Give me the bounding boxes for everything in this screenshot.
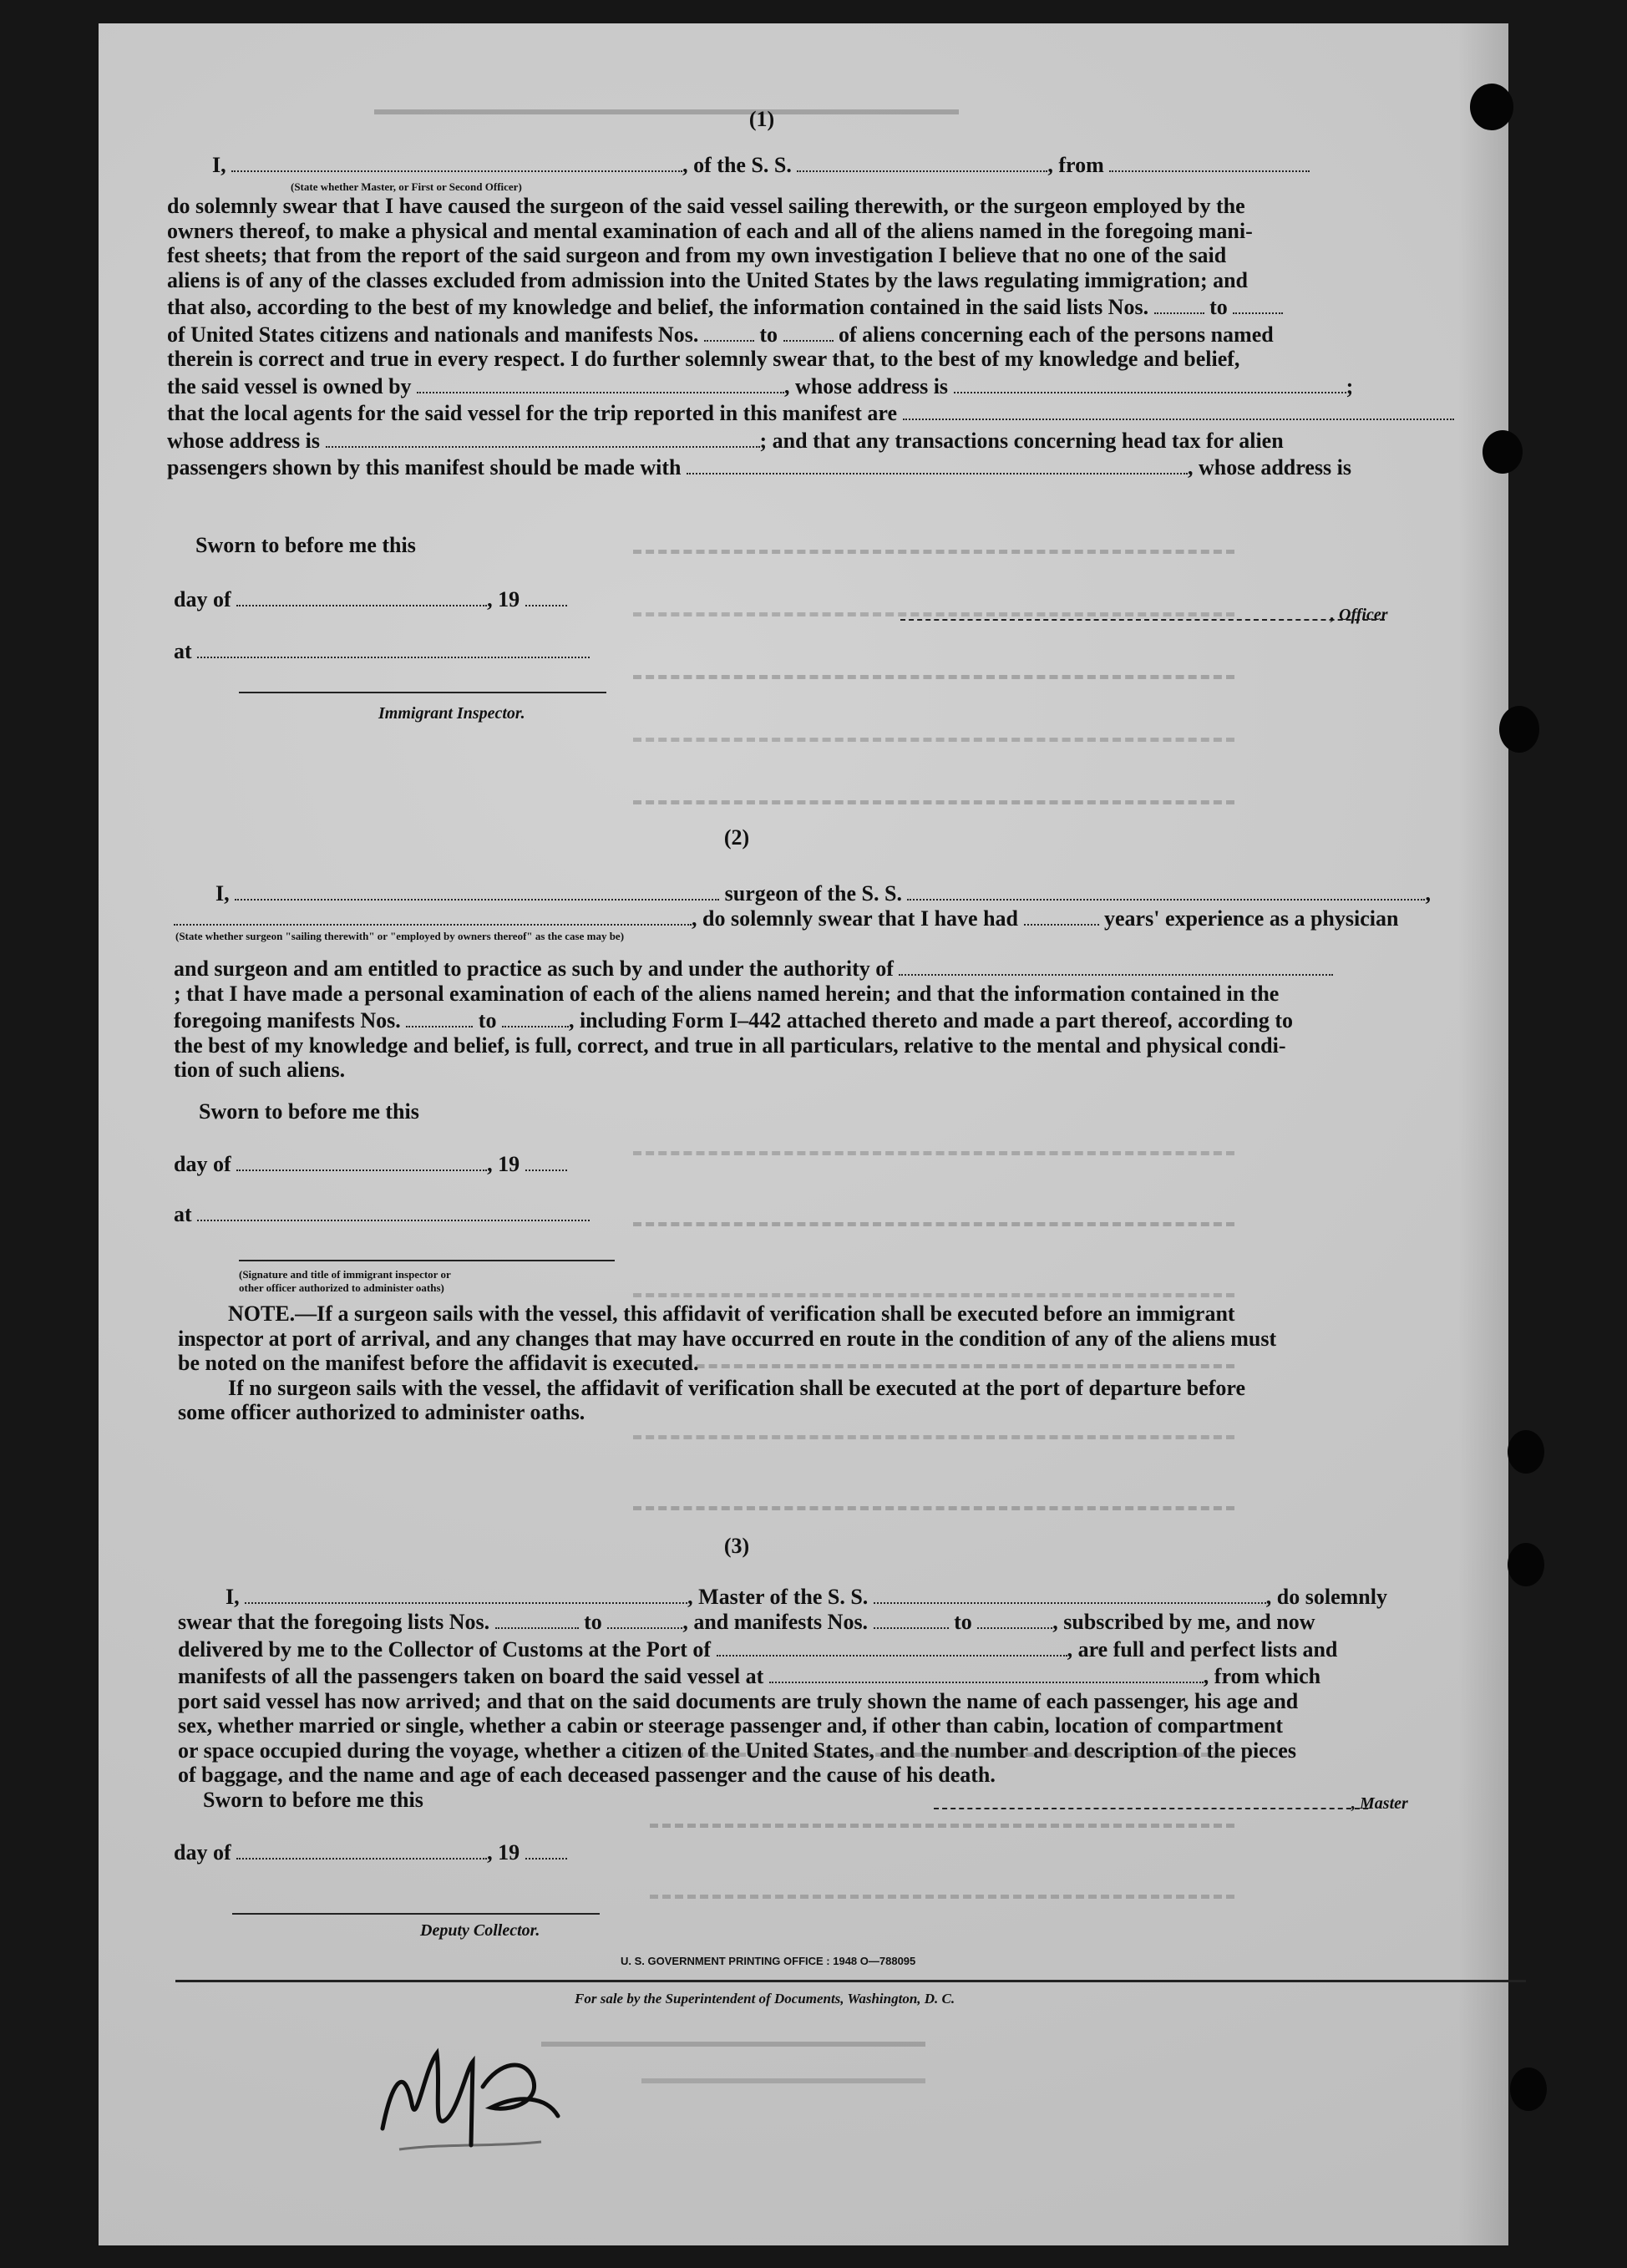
body-line (167, 320, 1528, 348)
section-3-master-line (226, 1582, 1387, 1610)
at-label: at (174, 1202, 192, 1226)
sworn-line-2: Sworn to before me this (199, 1099, 419, 1124)
surgeon-name-field[interactable] (235, 879, 719, 901)
manifest-to-field[interactable] (783, 320, 834, 342)
master-label: , Master (1351, 1794, 1408, 1813)
body-line (167, 398, 1528, 426)
body-line: fest sheets; that from the report of the said surgeon and from my own investigation I believe that no one of the said (167, 243, 1227, 267)
body-line (167, 426, 1528, 454)
body-line-text: whose address is (167, 428, 321, 453)
note-line: NOTE.—If a surgeon sails with the vessel, this affidavit of verification shall be executed before an immigrant (228, 1301, 1235, 1326)
day-of-label: day of (174, 1152, 231, 1176)
body-line: the best of my knowledge and belief, is full, correct, and true in all particulars, relative to the mental and physical condi- (174, 1033, 1286, 1058)
body-line: aliens is of any of the classes excluded from admission into the United States by the laws regulating immigration; and (167, 267, 1249, 292)
bleed-through-list (633, 525, 1234, 875)
footer-rule (175, 1980, 1526, 1982)
officer-name-field[interactable] (231, 150, 682, 172)
to-label: to (584, 1610, 602, 1634)
solemnly-text: , do solemnly swear that I have had (692, 906, 1019, 931)
manifest-from-field[interactable] (704, 320, 754, 342)
note-block (178, 1301, 1528, 1425)
surgeon-status-field[interactable] (174, 904, 692, 926)
officer-signature-line (900, 619, 1385, 621)
binder-hole (1470, 84, 1513, 130)
whose-address-label: , whose address is (1187, 455, 1351, 479)
list-from-field[interactable] (1154, 292, 1204, 314)
year-field[interactable] (525, 1149, 567, 1171)
to-label: to (1209, 295, 1228, 319)
binder-hole (1483, 430, 1523, 474)
section-3-body (178, 1607, 1528, 1788)
year-field[interactable] (525, 1838, 567, 1860)
body-line (178, 1662, 1528, 1689)
section-2-surgeon-line: I, surgeon of the S. S. , (215, 879, 1431, 906)
body-line (167, 453, 1528, 480)
years-field[interactable] (1024, 904, 1099, 926)
master-signature-line (934, 1808, 1368, 1809)
officer-caption: (State whether Master, or First or Second Officer) (291, 180, 522, 193)
note-line: some officer authorized to administer oaths. (178, 1400, 585, 1424)
agents-address-field[interactable] (326, 426, 760, 448)
owner-field[interactable] (417, 372, 784, 393)
at-line-2 (174, 1200, 590, 1227)
day-of-line-1 (174, 585, 567, 612)
years-text: years' experience as a physician (1104, 906, 1399, 931)
full-perfect-text: , are full and perfect lists and (1067, 1636, 1338, 1662)
body-line (174, 1006, 1528, 1033)
body-line (178, 1607, 1528, 1635)
body-line: sex, whether married or single, whether a cabin or steerage passenger and, if other than cabin, location of compartment (178, 1713, 1283, 1738)
line-i-label: I, (226, 1585, 240, 1609)
manifest-to-field[interactable] (977, 1607, 1052, 1629)
year-prefix: , 19 (487, 1152, 520, 1176)
day-of-label: day of (174, 1840, 231, 1865)
owner-address-field[interactable] (954, 372, 1346, 393)
year-prefix: , 19 (487, 587, 520, 611)
from-which-text: , from which (1203, 1664, 1321, 1688)
day-of-line-3 (174, 1838, 567, 1865)
surgeon-of-label: surgeon of the S. S. (724, 881, 902, 906)
agents-field[interactable] (903, 398, 1454, 420)
at-label: at (174, 639, 192, 663)
body-line: or space occupied during the voyage, whether a citizen of the United States, and the number and description of the pieces (178, 1738, 1296, 1763)
port-field[interactable] (717, 1635, 1067, 1657)
at-field[interactable] (197, 637, 590, 658)
inspector-label: Immigrant Inspector. (378, 704, 525, 723)
section-3-number: (3) (723, 1534, 750, 1558)
note-line: be noted on the manifest before the affidavit is executed. (178, 1351, 699, 1375)
year-field[interactable] (525, 585, 567, 606)
collector-signature-line (232, 1913, 600, 1915)
day-of-label: day of (174, 587, 231, 611)
to-label: to (478, 1008, 497, 1033)
list-to-field[interactable] (1233, 292, 1283, 314)
for-sale-line: For sale by the Superintendent of Documents, Washington, D. C. (575, 1991, 955, 2007)
list-from-field[interactable] (495, 1607, 579, 1629)
body-line: therein is correct and true in every respect. I do further solemnly swear that, to the best of my knowledge and belief, (167, 347, 1240, 371)
collector-label: Deputy Collector. (420, 1921, 540, 1940)
body-line-text: and surgeon and am entitled to practice as such by and under the authority of (174, 956, 894, 981)
body-line-text: passengers shown by this manifest should be made with (167, 455, 682, 479)
master-vessel-field[interactable] (874, 1582, 1266, 1604)
body-line: tion of such aliens. (174, 1058, 346, 1082)
body-line: the said vessel is owned by , whose address is ; (167, 372, 1528, 399)
note-line: If no surgeon sails with the vessel, the affidavit of verification shall be executed at the port of departure before (228, 1375, 1246, 1400)
section-1-officer-line (212, 150, 1310, 178)
body-line-text: foregoing manifests Nos. (174, 1008, 401, 1033)
surgeon-caption: (State whether surgeon "sailing therewith" or "employed by owners thereof" as the case may be) (175, 930, 625, 942)
section-2-experience-line (174, 904, 1398, 931)
faded-stamp (541, 2028, 925, 2103)
whose-address-label: , whose address is (784, 373, 949, 398)
do-solemnly-text: , do solemnly (1265, 1585, 1387, 1609)
line-i-label: I, (215, 881, 230, 906)
binder-hole (1510, 2068, 1547, 2111)
section-1-body (167, 194, 1528, 480)
departure-port-field[interactable] (769, 1662, 1204, 1683)
day-field[interactable] (236, 1149, 487, 1171)
to-label: to (954, 1610, 972, 1634)
master-of-label: , Master of the S. S. (687, 1585, 869, 1609)
manifest-to-field[interactable] (502, 1006, 569, 1027)
manifest-page (99, 23, 1508, 2245)
day-field[interactable] (236, 1838, 487, 1860)
day-of-line-2 (174, 1149, 567, 1177)
binder-hole (1508, 1430, 1544, 1474)
and-manifests-text: , and manifests Nos. (682, 1610, 869, 1634)
signature-caption-1: (Signature and title of immigrant inspector or (239, 1268, 451, 1281)
at-line-1 (174, 637, 590, 664)
of-aliens-text: of aliens concerning each of the persons named (839, 322, 1274, 347)
vessel-name-field[interactable] (797, 150, 1047, 172)
including-text: , including Form I–442 attached thereto and made a part thereof, according to (568, 1008, 1294, 1033)
body-line (178, 1635, 1528, 1662)
day-field[interactable] (236, 585, 487, 606)
transactions-text: ; and that any transactions concerning head tax for alien (759, 428, 1284, 453)
body-line (167, 292, 1528, 320)
printing-office-line: U. S. GOVERNMENT PRINTING OFFICE : 1948 O—788095 (621, 1955, 916, 1967)
sworn-line-3: Sworn to before me this (203, 1788, 423, 1812)
master-name-field[interactable] (245, 1582, 687, 1604)
binder-hole (1499, 706, 1539, 753)
officer-label: , Officer (1330, 606, 1388, 624)
body-line-text: delivered by me to the Collector of Customs at the Port of (178, 1636, 712, 1662)
body-line-text: that the local agents for the said vessel for the trip reported in this manifest are (167, 401, 898, 425)
sworn-line-1: Sworn to before me this (195, 533, 416, 557)
from-label: , from (1047, 153, 1104, 177)
body-line-text: manifests of all the passengers taken on board the said vessel at (178, 1664, 764, 1688)
body-line-text: swear that the foregoing lists Nos. (178, 1610, 490, 1634)
signature-line-2 (239, 1260, 615, 1261)
year-prefix: , 19 (487, 1840, 520, 1865)
signature-caption-2: other officer authorized to administer oaths) (239, 1281, 444, 1294)
authority-field[interactable] (899, 954, 1333, 976)
section-1-number: (1) (748, 107, 775, 131)
note-line: inspector at port of arrival, and any changes that may have occurred en route in the condition of any of the aliens must (178, 1326, 1277, 1351)
body-line: ; that I have made a personal examination of each of the aliens named herein; and that the information contained in the (174, 981, 1280, 1006)
body-line-text: that also, according to the best of my knowledge and belief, the information contained in the said lists Nos. (167, 295, 1149, 319)
surgeon-vessel-field[interactable] (907, 879, 1425, 901)
body-line: port said vessel has now arrived; and that on the said documents are truly shown the name of each passenger, his age and (178, 1688, 1299, 1713)
binder-hole (1508, 1543, 1544, 1586)
line-i-label: I, (212, 153, 226, 177)
at-field[interactable] (197, 1200, 590, 1221)
body-line: owners thereof, to make a physical and mental examination of each and all of the aliens named in the foregoing mani- (167, 218, 1253, 243)
manifest-from-field[interactable] (874, 1607, 949, 1629)
section-2-body (174, 954, 1528, 1083)
head-tax-field[interactable] (687, 453, 1188, 474)
section-2-number: (2) (723, 825, 750, 850)
to-label: to (759, 322, 778, 347)
body-line (174, 954, 1528, 982)
body-line: do solemnly swear that I have caused the surgeon of the said vessel sailing therewith, or the surgeon employed by the (167, 194, 1245, 218)
manifest-from-field[interactable] (406, 1006, 473, 1027)
body-line-text: the said vessel is owned by (167, 373, 412, 398)
of-the-ss-label: , of the S. S. (682, 153, 792, 177)
body-line: of baggage, and the name and age of each deceased passenger and the cause of his death. (178, 1763, 996, 1787)
subscribed-text: , subscribed by me, and now (1052, 1610, 1315, 1634)
from-port-field[interactable] (1109, 150, 1310, 172)
list-to-field[interactable] (607, 1607, 682, 1629)
body-line-text: of United States citizens and nationals and manifests Nos. (167, 322, 699, 347)
inspector-signature-line (239, 692, 606, 693)
